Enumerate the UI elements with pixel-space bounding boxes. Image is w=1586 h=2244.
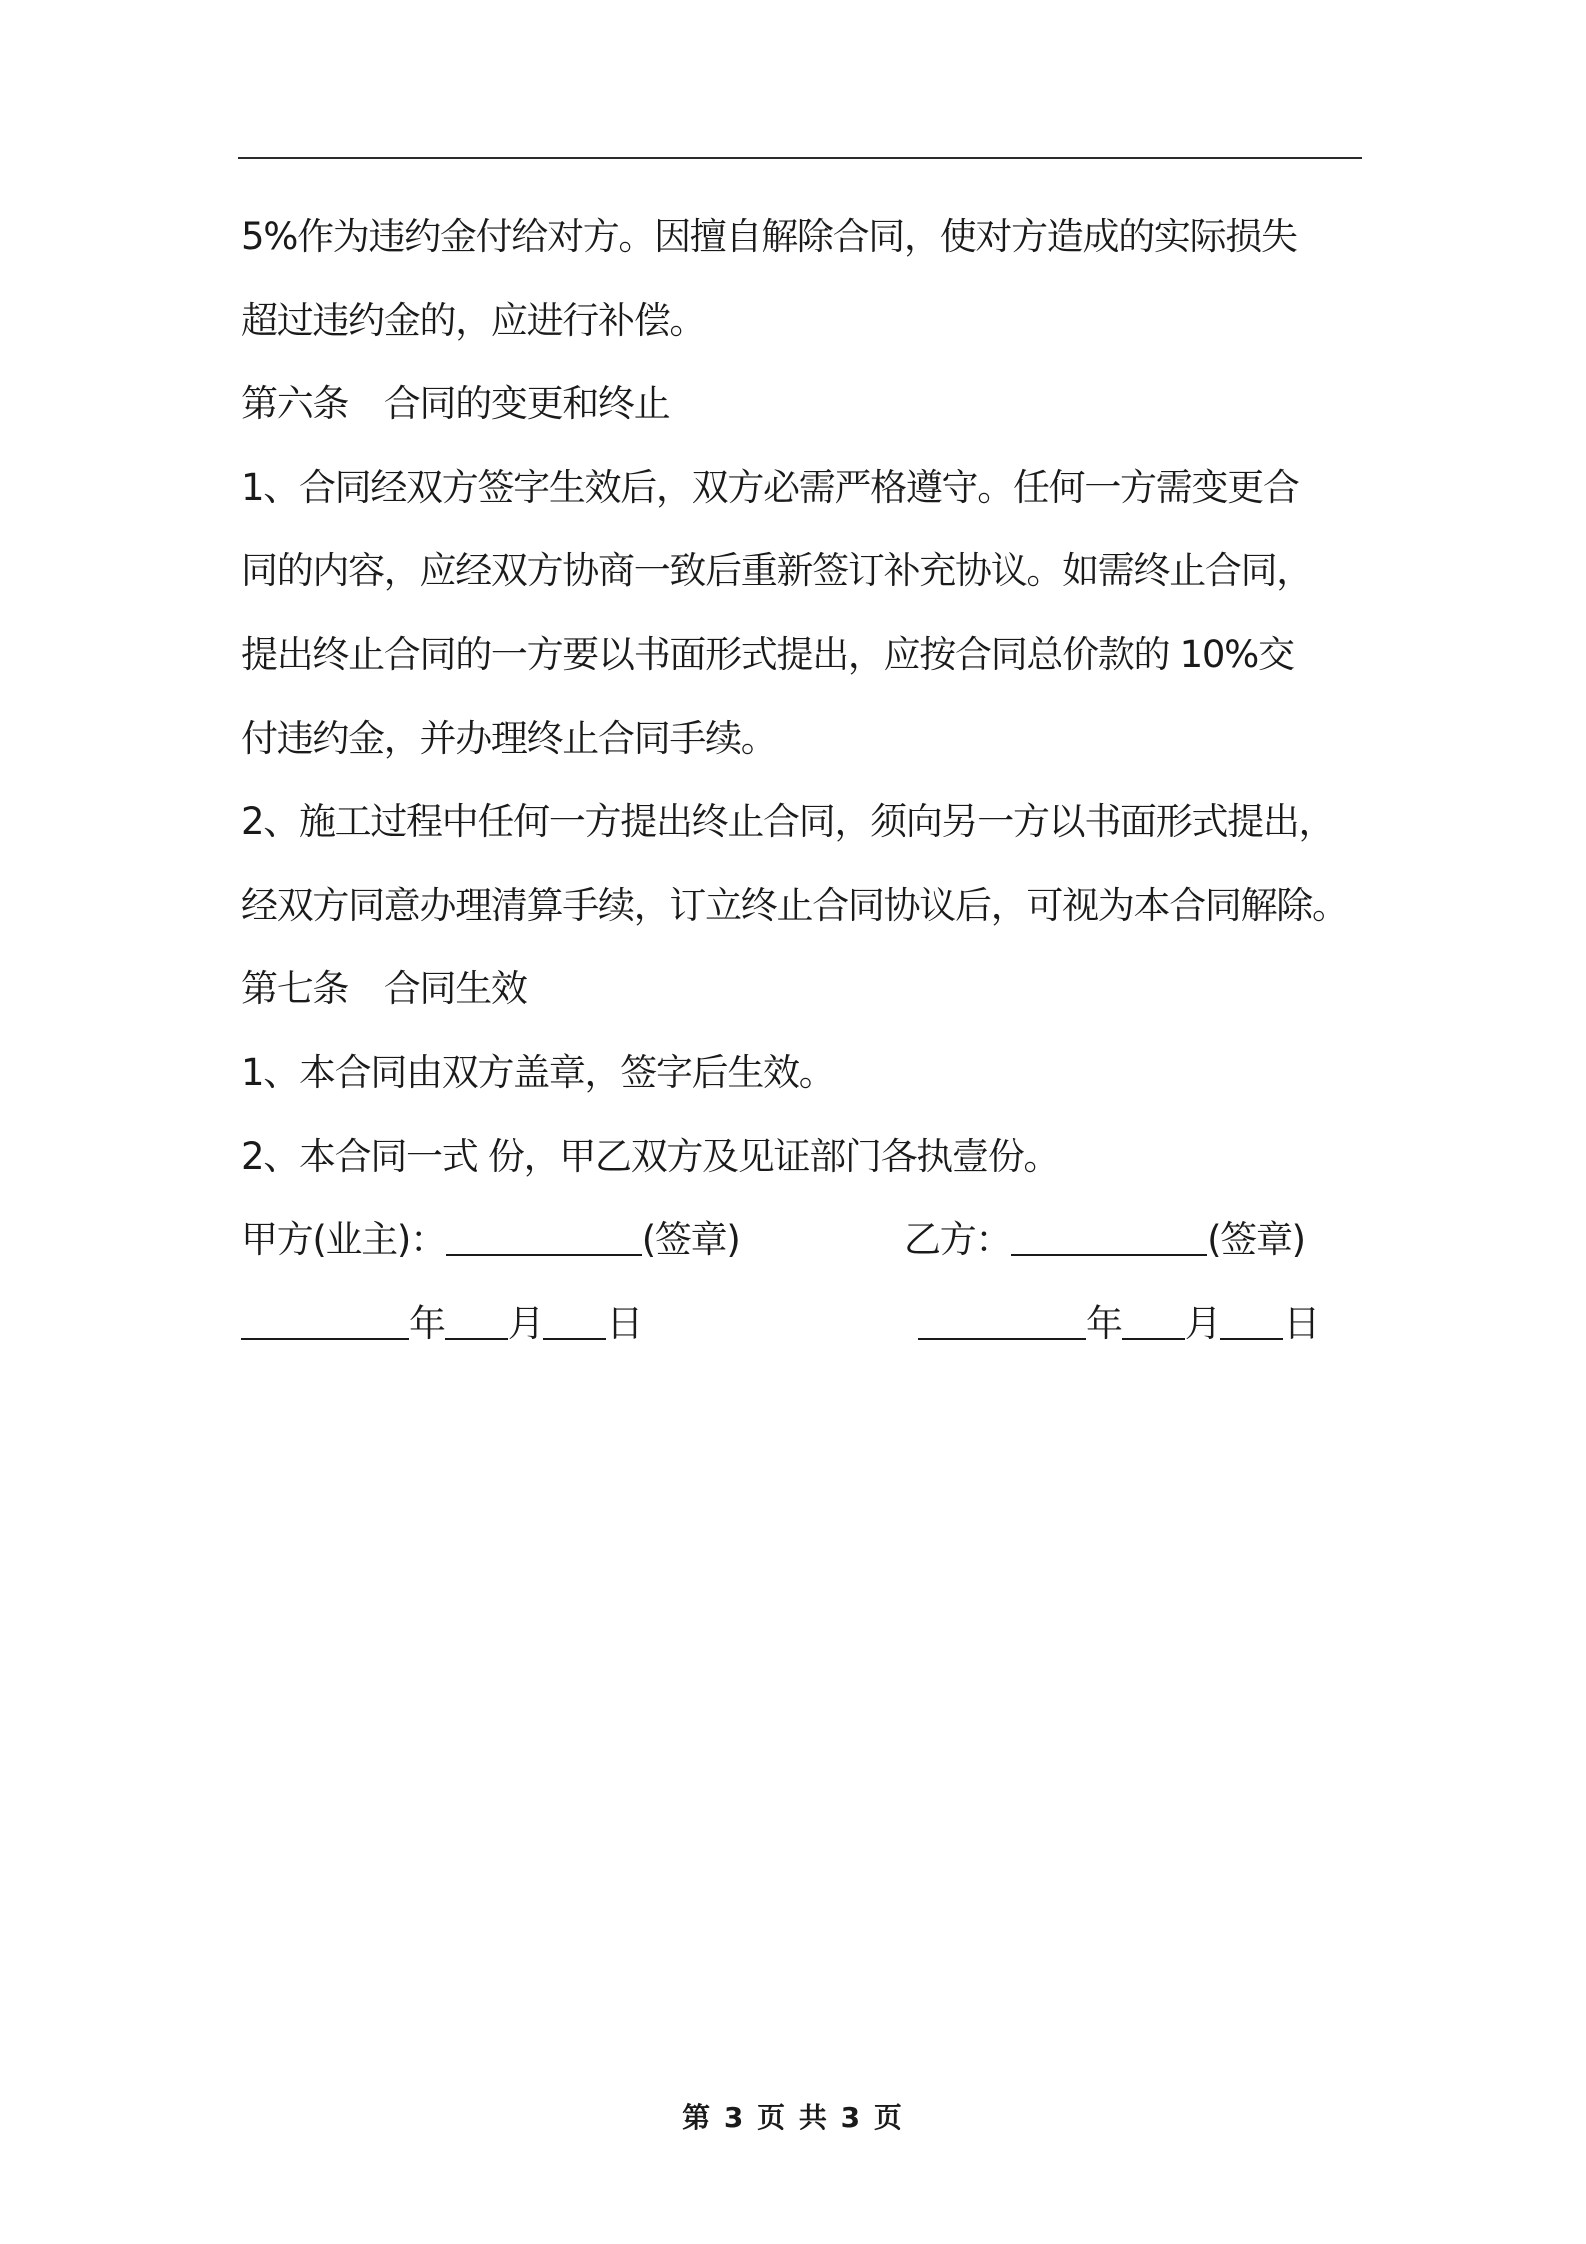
party-b-year-blank[interactable] (918, 1301, 1086, 1340)
party-b-month-blank[interactable] (1122, 1301, 1185, 1340)
party-a-month-blank[interactable] (445, 1301, 508, 1340)
date-row (241, 1282, 1365, 1366)
contract-body (241, 195, 1365, 1365)
paragraph-line: 1、合同经双方签字生效后，双方必需严格遵守。任何一方需变更合 (241, 465, 1299, 509)
party-a-signature (241, 1198, 739, 1282)
month-label: 月 (507, 1301, 544, 1345)
section-heading-article-6: 第六条 合同的变更和终止 (241, 382, 670, 426)
party-a-day-blank[interactable] (543, 1301, 606, 1340)
page-number-footer: 第 3 页 共 3 页 (682, 2101, 904, 2134)
header-rule (238, 157, 1362, 159)
party-a-date (241, 1282, 642, 1366)
party-b-signature (904, 1198, 1305, 1282)
paragraph-line: 付违约金，并办理终止合同手续。 (241, 716, 777, 760)
month-label: 月 (1184, 1301, 1221, 1345)
party-b-signature-blank[interactable] (1011, 1217, 1207, 1256)
paragraph-line: 2、施工过程中任何一方提出终止合同，须向另一方以书面形式提出， (241, 800, 1335, 844)
section-heading-article-7: 第七条 合同生效 (241, 967, 527, 1011)
year-label: 年 (1086, 1301, 1122, 1345)
paragraph-line: 2、本合同一式 份，甲乙双方及见证部门各执壹份。 (241, 1134, 1060, 1178)
party-b-date (918, 1282, 1319, 1366)
signature-row (241, 1198, 1365, 1282)
paragraph-line: 同的内容，应经双方协商一致后重新签订补充协议。如需终止合同， (241, 549, 1312, 593)
party-b-day-blank[interactable] (1220, 1301, 1283, 1340)
party-b-seal-label: (签章) (1207, 1218, 1305, 1262)
year-label: 年 (409, 1301, 445, 1345)
day-label: 日 (1283, 1301, 1320, 1345)
paragraph-line: 经双方同意办理清算手续，订立终止合同协议后，可视为本合同解除。 (241, 883, 1348, 927)
paragraph-line: 超过违约金的，应进行补偿。 (241, 298, 706, 342)
party-a-year-blank[interactable] (241, 1301, 409, 1340)
paragraph-line: 提出终止合同的一方要以书面形式提出，应按合同总价款的 10%交 (241, 632, 1294, 676)
day-label: 日 (606, 1301, 643, 1345)
paragraph-line: 5%作为违约金付给对方。因擅自解除合同，使对方造成的实际损失 (241, 215, 1297, 258)
party-b-label: 乙方： (904, 1218, 1012, 1262)
party-a-seal-label: (签章) (641, 1218, 740, 1262)
paragraph-line: 1、本合同由双方盖章，签字后生效。 (241, 1050, 835, 1094)
party-a-signature-blank[interactable] (446, 1217, 642, 1256)
party-a-label: 甲方(业主)： (241, 1218, 446, 1262)
